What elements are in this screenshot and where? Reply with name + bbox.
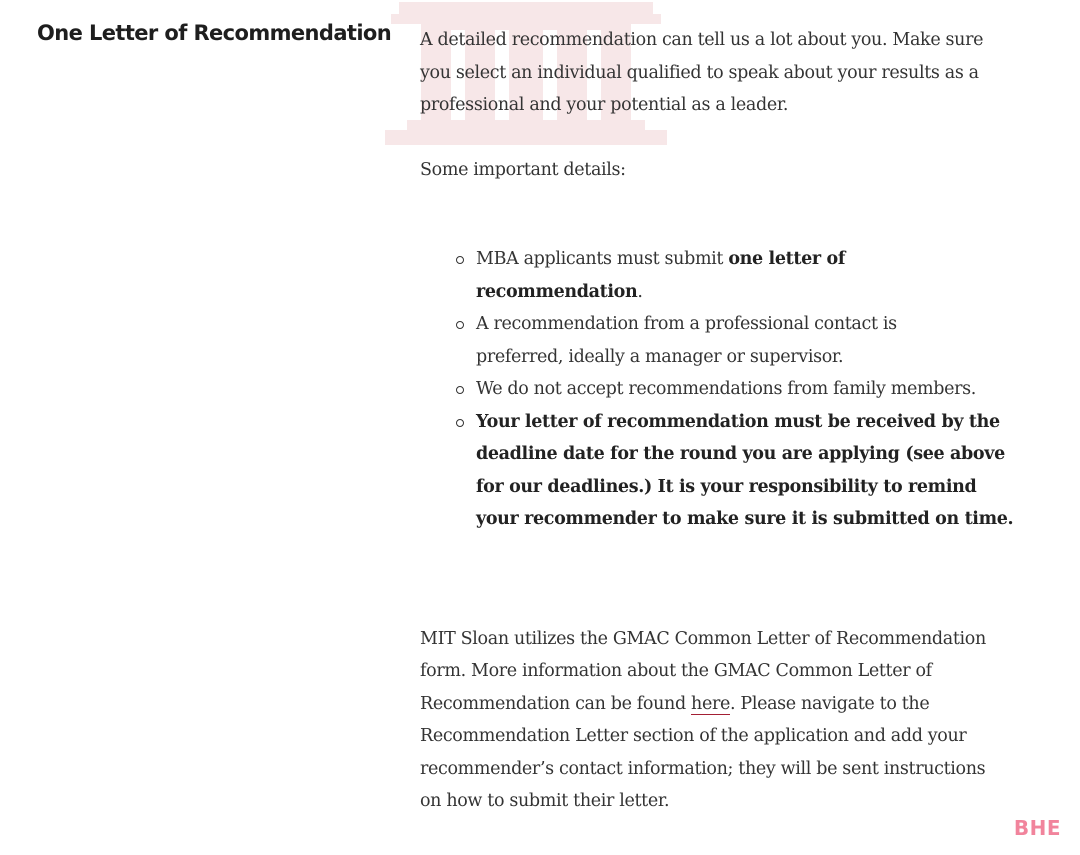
list-item xyxy=(420,406,1020,536)
details-list xyxy=(420,243,1020,536)
list-item-bold-text: one letter of recommendation xyxy=(476,249,845,302)
intro-paragraph: A detailed recommendation can tell us a lot about you. Make sure you select an individual qualified to speak about your results as a professional and your potential as a leader. xyxy=(420,30,984,115)
list-item xyxy=(420,373,1020,406)
section-heading: One Letter of Recommendation xyxy=(37,21,392,45)
list-item-bold-text: Your letter of recommendation must be received by the deadline date for the round you are applying (see above for our deadlines.) It is your responsibility to remind your recommender to make sure it is submitted on time. xyxy=(476,411,1014,529)
gmac-info-link[interactable]: here xyxy=(691,693,730,714)
circle-bullet-icon xyxy=(456,321,464,329)
gmac-paragraph xyxy=(420,623,1005,818)
circle-bullet-icon xyxy=(456,419,464,427)
list-item xyxy=(420,243,1020,308)
list-item xyxy=(420,308,1020,373)
recommendation-content xyxy=(420,24,1020,818)
brand-watermark-logo: BHE xyxy=(1013,816,1061,840)
list-item-text: . xyxy=(637,281,643,302)
details-label: Some important details: xyxy=(420,159,626,180)
circle-bullet-icon xyxy=(456,256,464,264)
list-item-text: We do not accept recommendations from family members. xyxy=(476,379,977,399)
gmac-text: . Please navigate to the Recommendation Letter section of the application and add your recommender’s contact information; they will be sent instructions on how to submit their letter. xyxy=(420,693,986,811)
circle-bullet-icon xyxy=(456,386,464,394)
list-item-text: MBA applicants must submit xyxy=(476,249,729,269)
list-item-text: A recommendation from a professional contact is preferred, ideally a manager or supervisor. xyxy=(476,314,897,367)
gmac-text: MIT Sloan utilizes the GMAC Common Letter of Recommendation form. More information about the GMAC Common Letter of Recommendation can be found xyxy=(420,628,986,714)
